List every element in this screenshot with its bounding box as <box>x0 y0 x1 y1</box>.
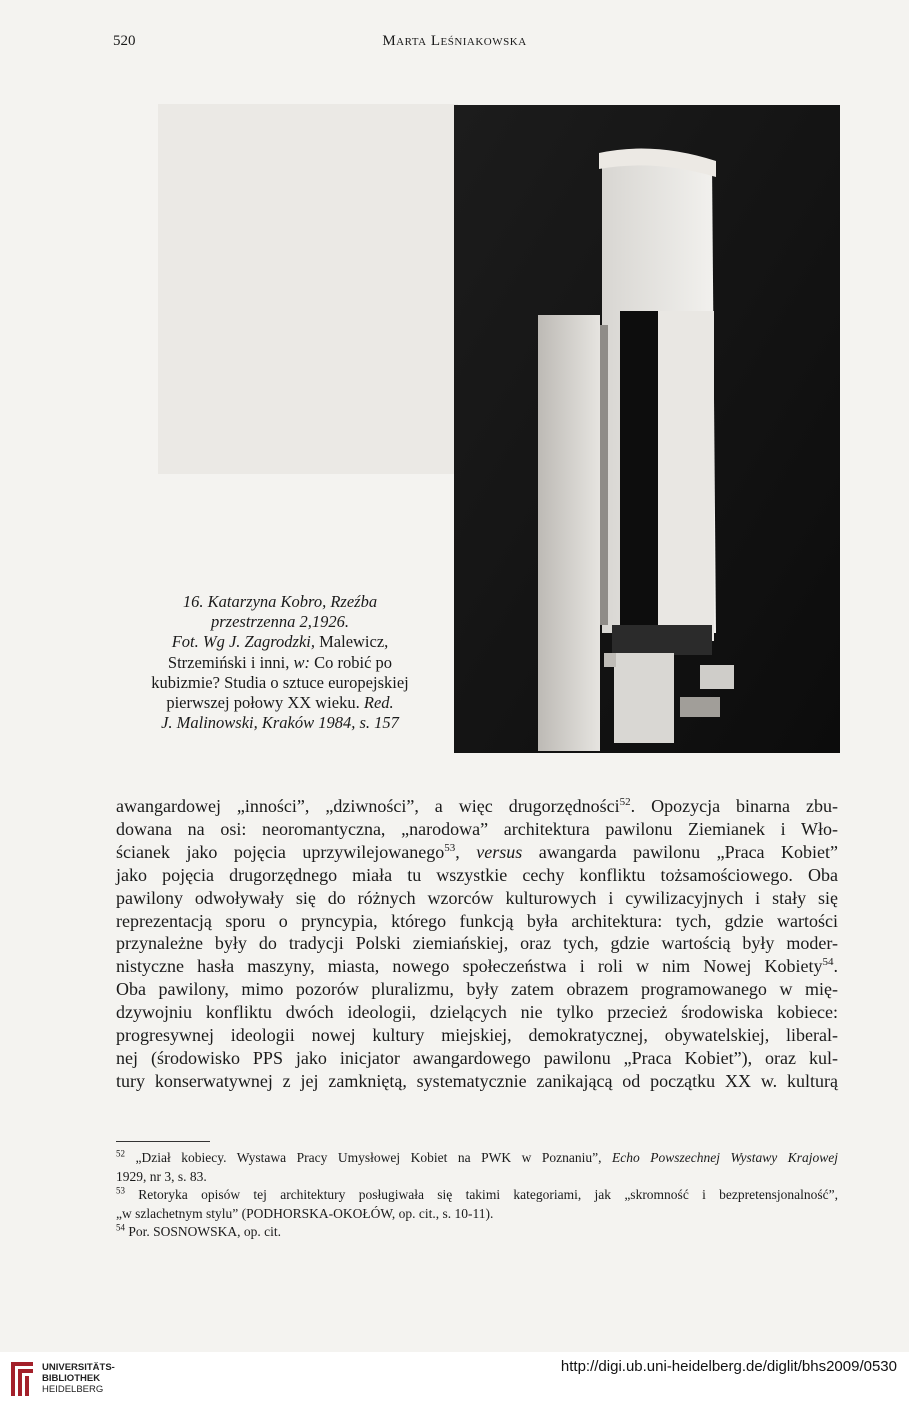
footnote-line: 1929, nr 3, s. 83. <box>116 1168 207 1184</box>
caption-italic: Red. <box>363 693 394 713</box>
text-run: nistyczne hasła maszyny, miasta, nowego społeczeństwa i roli w nim Nowej Kobiety <box>116 956 823 977</box>
text-line: przynależne były do tradycji Polski ziemiańskiej, oraz tych, gdzie wartością były moder- <box>116 933 838 954</box>
footnotes <box>116 1149 838 1242</box>
caption-line: 16. Katarzyna Kobro, Rzeźba <box>182 592 378 611</box>
sculpture-photo <box>454 105 840 753</box>
footnote-ref: 53 <box>444 841 456 854</box>
caption-line: przestrzenna 2,1926. <box>211 612 349 632</box>
text-line: tury konserwatywnej z jej zamkniętą, systematycznie zanikającą od początku XX w. kulturą <box>116 1070 838 1091</box>
footnote-number: 52 <box>116 1148 125 1159</box>
footnote-ref: 52 <box>619 796 631 808</box>
text-run: . Opozycja binarna zbu- <box>630 796 838 816</box>
caption-line <box>110 632 450 652</box>
text-run: , <box>455 841 477 862</box>
bleed-through-shadow <box>158 104 458 474</box>
logo-line: HEIDELBERG <box>42 1384 104 1395</box>
footnote-italic: Echo Powszechnej Wystawy Krajowej <box>612 1150 838 1165</box>
footnote-number: 53 <box>116 1185 125 1196</box>
footnote-number: 54 <box>116 1222 125 1233</box>
caption-line: J. Malinowski, Kraków 1984, s. 157 <box>161 713 399 733</box>
text-run: awangardowej „inności”, „dziwności”, a więc drugorzędności <box>116 796 620 816</box>
text-italic: versus <box>476 841 523 862</box>
caption-text: Malewicz, <box>314 632 389 652</box>
caption-line <box>110 693 450 713</box>
footnote-rule <box>116 1141 210 1142</box>
text-line: Oba pawilony, mimo pozorów pluralizmu, były zatem obrazem programowanego w mię- <box>116 979 838 1000</box>
text-run: ścianek jako pojęcia uprzywilejowanego <box>116 841 445 862</box>
text-line: pawilony odwoływały się do różnych wzorców kulturowych i cywilizacyjnych i stały się <box>116 887 838 908</box>
logo-line: BIBLIOTHEK <box>42 1373 101 1384</box>
footnote-53 <box>116 1186 838 1205</box>
page-number: 520 <box>113 33 136 49</box>
caption-italic: w: <box>293 652 311 672</box>
footnote-text: Retoryka opisów tej architektury posługiwała się takimi kategoriami, jak „skromność i bezpretensjonalność”, <box>125 1187 838 1203</box>
caption-text: Strzemiński i inni, <box>167 652 294 672</box>
photo-sculpture-icon <box>454 105 840 753</box>
library-logo-text[interactable] <box>42 1362 115 1395</box>
footnote-52 <box>116 1149 838 1168</box>
footnote-line: „w szlachetnym stylu” (PODHORSKA-OKOŁÓW, op. cit., s. 10-11). <box>116 1205 494 1221</box>
text-run: awangarda pawilonu „Praca Kobiet” <box>522 841 838 862</box>
caption-text: Co robić po <box>310 652 393 672</box>
library-logo-icon <box>10 1358 36 1398</box>
text-line <box>116 841 838 864</box>
caption-line: kubizmie? Studia o sztuce europejskiej <box>151 672 409 692</box>
footnote-text: „Dział kobiecy. Wystawa Pracy Umysłowej Kobiet na PWK w Poznaniu”, <box>125 1150 612 1165</box>
footnote-ref: 54 <box>822 956 834 969</box>
text-line: jako pojęcia drugorzędnego miała tu wszystkie cechy konfliktu tożsamościowego. Oba <box>116 864 838 885</box>
text-line: reprezentacją sporu o pryncypia, którego funkcją była architektura: tych, gdzie wartości <box>116 910 838 931</box>
text-line <box>116 795 838 818</box>
source-url-link[interactable]: http://digi.ub.uni-heidelberg.de/diglit/bhs2009/0530 <box>560 1358 897 1375</box>
footnote-text: Por. SOSNOWSKA, op. cit. <box>125 1224 282 1240</box>
text-run: . <box>833 956 838 977</box>
caption-italic: Fot. Wg J. Zagrodzki, <box>171 632 315 652</box>
footnote-54 <box>116 1223 838 1242</box>
running-head: Marta Leśniakowska <box>382 33 527 49</box>
figure-caption <box>110 592 450 733</box>
logo-line: UNIVERSITÄTS- <box>42 1362 115 1373</box>
text-line: nej (środowisko PPS jako inicjator awangardowego pawilonu „Praca Kobiet”), oraz kul- <box>116 1047 838 1068</box>
text-line: progresywnej ideologii nowej kultury miejskiej, demokratycznej, obywatelskiej, liberal- <box>116 1025 838 1046</box>
caption-line <box>110 653 450 673</box>
body-paragraph <box>116 795 838 1093</box>
text-line <box>116 955 838 978</box>
caption-text: pierwszej połowy XX wieku. <box>166 693 364 713</box>
text-line: dzywojniu konfliktu dwóch ideologii, dzielących nie tylko przecież środowiska kobiece: <box>116 1002 838 1023</box>
page-header <box>0 33 909 53</box>
text-line: dowana na osi: neoromantyczna, „narodowa” architektura pawilonu Ziemianek i Wło- <box>116 818 838 839</box>
